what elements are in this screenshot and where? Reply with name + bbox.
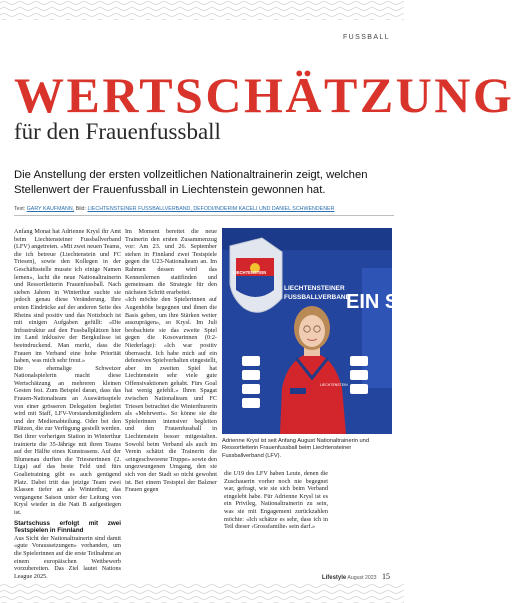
article-paragraph: Anfang Monat hat Adrienne Krysl ihr Amt beim Liechtensteiner Fussballverband (LFV) angetreten. «Mit zwei neuen Teams, die ich betreue (Liechtenstein und FC Triesen), sowie den Kollegen in der Geschäftsstelle musste ich einige Namen lernen», lacht die neue Nationaltrainerin und Ressortleiterin Frauenfussball. Nach sieben Jahren in Winterthur suchte sie jedoch genau diese Veränderung. Ihre ersten Eindrücke auf der anderen Seite des Rheins sind positiv und das Notizbuch ist mit einigen Aufgaben gefüllt: «Die Infrastruktur auf den Fussballplätzen hier im Land inklusive der Bergkulisse ist beeindruckend. Man merkt, dass die Frauen im Verband eine hohe Priorität haben, was mich sehr freut.» <box>14 228 121 365</box>
article-paragraph: Im Moment bereitet die neue Trainerin den ersten Zusammenzug vor: Am 23. und 26. September stehen in Finnland zwei Testspiele gegen die U23-Nationalteam an. Im Rahmen dessen wird das Kennenlernen stattfinden und gemeinsam die Strategie für den nächsten Schritt erarbeitet. <box>125 228 217 296</box>
article-column-3 <box>224 470 328 565</box>
credit-divider <box>14 215 394 216</box>
article-column-2 <box>125 228 217 583</box>
article-paragraph: die U19 des LFV haben Leute, denen die Zuschauerin vorher noch nie begegnet war, gefragt, wie sie sich beim Verband eingelebt habe. Für Adrienne Krysl ist es ein Privileg, Nationaltrainerin zu sein, was sie mit Engagement zurückzahlen möchte: «Ich schätze es sehr, dass ich in Teil dieser ‹Grossfamilie› sein darf.» <box>224 470 328 531</box>
issue-date: August 2023 <box>347 575 377 581</box>
top-wave-pattern <box>0 0 404 20</box>
photo-caption: Adrienne Krysl ist seit Anfang August Nationaltrainerin und Ressortleiterin Frauenfussball beim Liechtensteiner Fussballverband (LFV). <box>222 438 370 459</box>
credit-image-link[interactable]: LIECHTENSTEINER FUSSBALLVERBAND, DEFODI/INDERIM KACELI UND DANIEL SCHWENDENER <box>87 206 335 212</box>
jersey-label: LIECHTENSTEIN <box>320 383 348 387</box>
coach-photo <box>222 228 399 434</box>
page-title: WERTSCHÄTZUNG <box>14 67 514 123</box>
crest-label: LIECHTENSTEIN <box>233 270 267 275</box>
wall-slogan-text: EIN S <box>346 291 399 313</box>
page-subtitle: für den Frauenfussball <box>14 119 221 144</box>
section-label: FUSSBALL <box>343 34 390 41</box>
credit-line <box>14 206 394 213</box>
article-paragraph: Aus Sicht der Nationaltrainerin sind damit «gute Voraussetzungen» vorhanden, um die Spielerinnen auf die erste Teilnahme an einem europäischen Wettbewerb vorzubereiten. Das Ziel lautet Nations League 2025. <box>14 534 122 580</box>
article-paragraph: «Ich möchte den Spielerinnen auf Augenhöhe begegnen und ihnen die Basis geben, um ihre Stärken weiter auszuprägen», so Krysl. Im Juli beobachtete sie das zweite Spiel gegen die Kosovarinnen (0:2-Niederlage): «Ich war positiv überrascht. Ich habe mich auf ein defensives Spielverhalten eingestellt, aber im zweiten Spiel hat Liechtenstein sehr viele gute Offensivaktionen gehabt. Fürs Goal hat wenig gefehlt.» Ihren Spagat zwischen Nationalteam und FC Triesen betrachtet die Winterthurerin als «Mehrwert». So könne sie die Spielerinnen intensiver begleiten und den Frauenfussball in Liechtenstein besser mitgestalten. Sowohl beim Verband als auch im Verein schätzt die Trainerin die «eingeschworene Truppe» sowie den ungezwungenen Umgang, den sie sich von der Stadt so nicht gewohnt ist. Bei einem Testspiel der Balzner Frauen gegen <box>125 296 217 494</box>
wall-banner-text: FUSSBALLVERBAND <box>284 294 351 301</box>
crest-icon <box>230 238 282 312</box>
page-number: 15 <box>382 572 390 581</box>
credit-text-label: Text: <box>14 206 26 212</box>
article-column-1 <box>14 228 122 580</box>
page-footer <box>322 572 390 581</box>
article-paragraph: Die ehemalige Schweizer Nationalspielerin macht diese Wertschätzung an mehreren kleinen Gesten fest. Zum Beispiel daran, dass das Frauen-Nationalteam an Auswärtsspiele von einer grösseren Delegation begleitet wird mit Staff, LFV-Vorstandsmitgliedern und der Medienabteilung. Oder bei den Plätzen, die zur Verfügung gestellt werden. Bei ihrer vorherigen Station in Winterthur trainierte die 35-Jährige mit ihren Teams auf der Hälfte eines Kunstrasens. Auf der Blumenau durften die Triesnerinnen (2. Liga) auf das beste Feld und fürs Goalietraining gibt es auch genügend Platz. Dabei tritt das jetzige Team zwei Klassen tiefer an als Winterthur, das vergangene Saison unter der Leitung von Krysl wieder in die Nati B aufgestiegen ist. <box>14 364 121 516</box>
credit-image-label: Bild: <box>75 206 86 212</box>
lead-paragraph: Die Anstellung der ersten vollzeitlichen Nationaltrainerin zeigt, welchen Stellenwert der Frauenfussball in Liechtenstein gewonnen hat. <box>14 169 368 196</box>
magazine-brand: Lifestyle <box>321 575 347 581</box>
credit-author-link[interactable]: GARY KAUFMANN, <box>26 206 75 212</box>
bottom-wave-pattern <box>0 583 404 603</box>
wall-banner-text: LIECHTENSTEINER <box>284 285 345 292</box>
article-subheading: Startschuss erfolgt mit zwei Testspielen in Finnland <box>14 519 121 535</box>
